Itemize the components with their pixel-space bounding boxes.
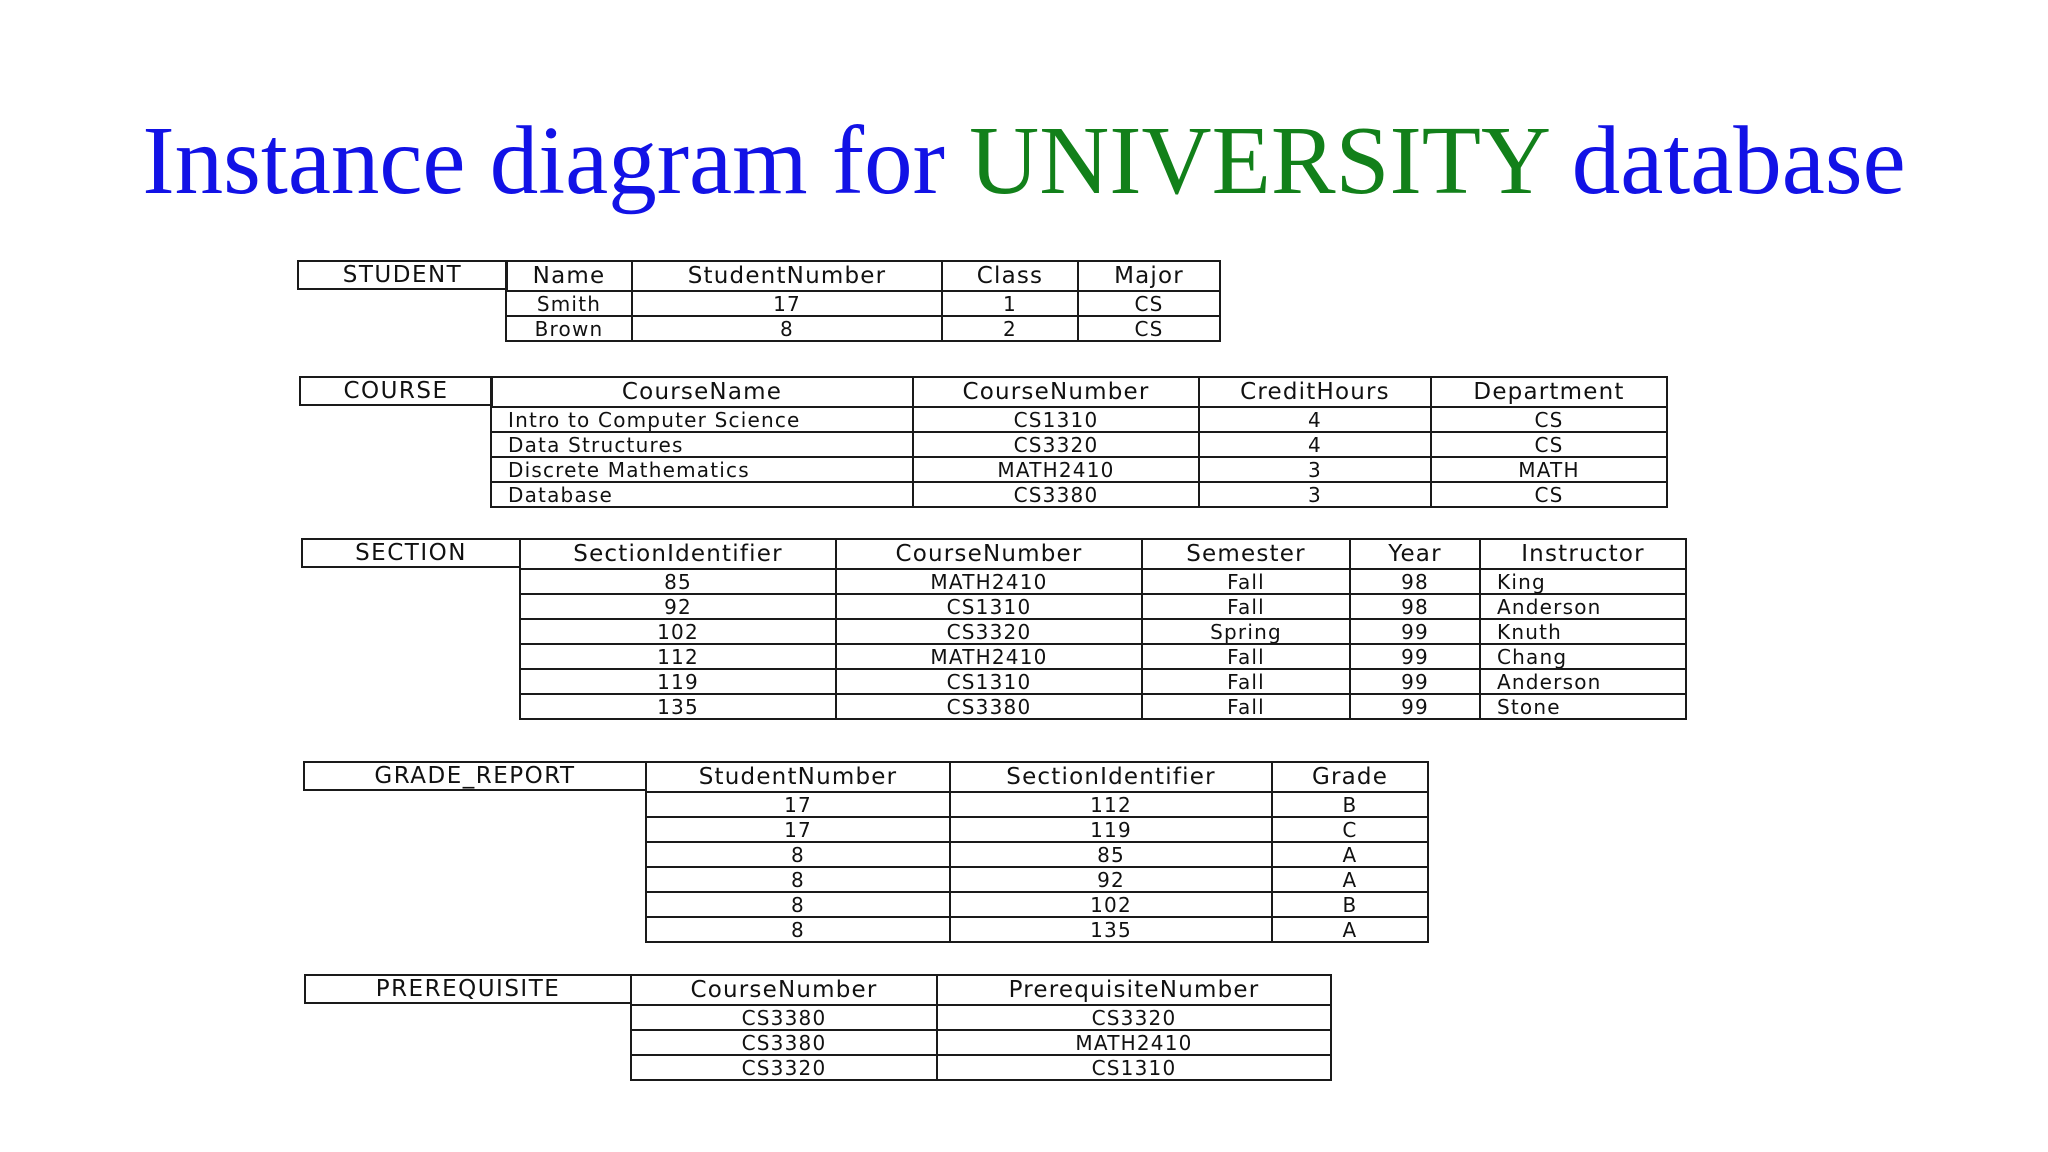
table-row	[520, 594, 1686, 619]
table-cell: Fall	[1142, 669, 1350, 694]
table-cell: MATH	[1431, 457, 1667, 482]
table-cell: 99	[1350, 669, 1480, 694]
column-header: Year	[1350, 539, 1480, 569]
student-table	[505, 260, 1221, 342]
table-row	[646, 817, 1428, 842]
table-row	[520, 644, 1686, 669]
table-cell: CS	[1078, 291, 1220, 316]
table-cell: 1	[942, 291, 1078, 316]
table-cell: 8	[646, 842, 950, 867]
column-header: PrerequisiteNumber	[937, 975, 1331, 1005]
table-cell: CS3380	[631, 1030, 937, 1055]
table-cell: Stone	[1480, 694, 1686, 719]
table-row	[491, 482, 1667, 507]
header-row	[520, 539, 1686, 569]
table-cell: Fall	[1142, 694, 1350, 719]
title-prefix: Instance diagram for	[142, 107, 970, 214]
table-cell: CS	[1078, 316, 1220, 341]
table-cell: 135	[520, 694, 836, 719]
table-cell: 135	[950, 917, 1272, 942]
table-cell: Fall	[1142, 644, 1350, 669]
table-row	[646, 792, 1428, 817]
column-header: StudentNumber	[632, 261, 942, 291]
table-cell: 99	[1350, 694, 1480, 719]
table-cell: 85	[950, 842, 1272, 867]
table-cell: Anderson	[1480, 669, 1686, 694]
column-header: CourseNumber	[631, 975, 937, 1005]
table-cell: 112	[520, 644, 836, 669]
table-cell: CS3380	[836, 694, 1142, 719]
table-cell: 99	[1350, 644, 1480, 669]
table-cell: 17	[646, 817, 950, 842]
column-header: Grade	[1272, 762, 1428, 792]
column-header: Semester	[1142, 539, 1350, 569]
table-cell: Knuth	[1480, 619, 1686, 644]
table-cell: Chang	[1480, 644, 1686, 669]
table-row	[631, 1055, 1331, 1080]
column-header: CreditHours	[1199, 377, 1431, 407]
table-cell: CS	[1431, 432, 1667, 457]
table-cell: Smith	[506, 291, 632, 316]
table-cell: MATH2410	[937, 1030, 1331, 1055]
column-header: CourseNumber	[836, 539, 1142, 569]
table-cell: 3	[1199, 482, 1431, 507]
table-cell: Database	[491, 482, 913, 507]
table-cell: CS1310	[836, 594, 1142, 619]
table-cell: B	[1272, 892, 1428, 917]
relation-name: GRADE_REPORT	[303, 761, 647, 791]
table-cell: 85	[520, 569, 836, 594]
table-cell: CS3320	[631, 1055, 937, 1080]
table-cell: CS3380	[631, 1005, 937, 1030]
table-cell: Fall	[1142, 594, 1350, 619]
table-cell: A	[1272, 917, 1428, 942]
table-cell: 99	[1350, 619, 1480, 644]
slide-title	[0, 107, 2048, 214]
table-cell: 8	[646, 867, 950, 892]
table-row	[491, 457, 1667, 482]
header-row	[491, 377, 1667, 407]
table-cell: CS1310	[913, 407, 1199, 432]
table-cell: 2	[942, 316, 1078, 341]
table-cell: Intro to Computer Science	[491, 407, 913, 432]
table-cell: CS3320	[913, 432, 1199, 457]
grade-report-table	[645, 761, 1429, 943]
table-cell: 102	[520, 619, 836, 644]
header-row	[506, 261, 1220, 291]
table-cell: CS	[1431, 407, 1667, 432]
table-cell: 17	[646, 792, 950, 817]
section-table	[519, 538, 1687, 720]
column-header: Department	[1431, 377, 1667, 407]
table-cell: B	[1272, 792, 1428, 817]
table-cell: C	[1272, 817, 1428, 842]
title-highlight: UNIVERSITY	[969, 107, 1548, 214]
table-row	[646, 892, 1428, 917]
table-row	[491, 432, 1667, 457]
table-cell: 8	[646, 917, 950, 942]
table-row	[646, 842, 1428, 867]
header-row	[631, 975, 1331, 1005]
table-row	[520, 669, 1686, 694]
table-cell: 3	[1199, 457, 1431, 482]
table-cell: 98	[1350, 594, 1480, 619]
table-cell: King	[1480, 569, 1686, 594]
table-row	[520, 619, 1686, 644]
table-row	[631, 1030, 1331, 1055]
table-cell: Data Structures	[491, 432, 913, 457]
table-cell: Fall	[1142, 569, 1350, 594]
table-cell: Anderson	[1480, 594, 1686, 619]
table-row	[506, 291, 1220, 316]
table-cell: 8	[646, 892, 950, 917]
table-cell: Spring	[1142, 619, 1350, 644]
course-table	[490, 376, 1668, 508]
table-cell: A	[1272, 867, 1428, 892]
table-cell: 8	[632, 316, 942, 341]
table-cell: CS3320	[937, 1005, 1331, 1030]
table-cell: MATH2410	[836, 644, 1142, 669]
table-cell: CS1310	[937, 1055, 1331, 1080]
table-cell: 4	[1199, 407, 1431, 432]
prerequisite-table	[630, 974, 1332, 1081]
table-row	[631, 1005, 1331, 1030]
table-cell: 92	[520, 594, 836, 619]
table-row	[646, 917, 1428, 942]
relation-name: SECTION	[301, 538, 521, 568]
table-row	[506, 316, 1220, 341]
title-suffix: database	[1547, 107, 1906, 214]
table-row	[520, 569, 1686, 594]
table-cell: CS	[1431, 482, 1667, 507]
table-cell: A	[1272, 842, 1428, 867]
relation-name: COURSE	[299, 376, 493, 406]
table-cell: 119	[950, 817, 1272, 842]
column-header: Instructor	[1480, 539, 1686, 569]
column-header: Major	[1078, 261, 1220, 291]
table-cell: 98	[1350, 569, 1480, 594]
column-header: CourseNumber	[913, 377, 1199, 407]
table-cell: CS3380	[913, 482, 1199, 507]
column-header: Class	[942, 261, 1078, 291]
table-cell: MATH2410	[913, 457, 1199, 482]
table-cell: 4	[1199, 432, 1431, 457]
column-header: CourseName	[491, 377, 913, 407]
table-cell: Brown	[506, 316, 632, 341]
relation-name: STUDENT	[297, 260, 508, 290]
table-cell: 92	[950, 867, 1272, 892]
table-cell: 102	[950, 892, 1272, 917]
header-row	[646, 762, 1428, 792]
table-cell: 119	[520, 669, 836, 694]
column-header: SectionIdentifier	[520, 539, 836, 569]
column-header: Name	[506, 261, 632, 291]
table-cell: MATH2410	[836, 569, 1142, 594]
relation-name: PREREQUISITE	[304, 974, 632, 1004]
table-cell: 112	[950, 792, 1272, 817]
table-cell: 17	[632, 291, 942, 316]
table-cell: Discrete Mathematics	[491, 457, 913, 482]
column-header: SectionIdentifier	[950, 762, 1272, 792]
table-cell: CS1310	[836, 669, 1142, 694]
table-cell: CS3320	[836, 619, 1142, 644]
table-row	[491, 407, 1667, 432]
table-row	[520, 694, 1686, 719]
table-row	[646, 867, 1428, 892]
column-header: StudentNumber	[646, 762, 950, 792]
